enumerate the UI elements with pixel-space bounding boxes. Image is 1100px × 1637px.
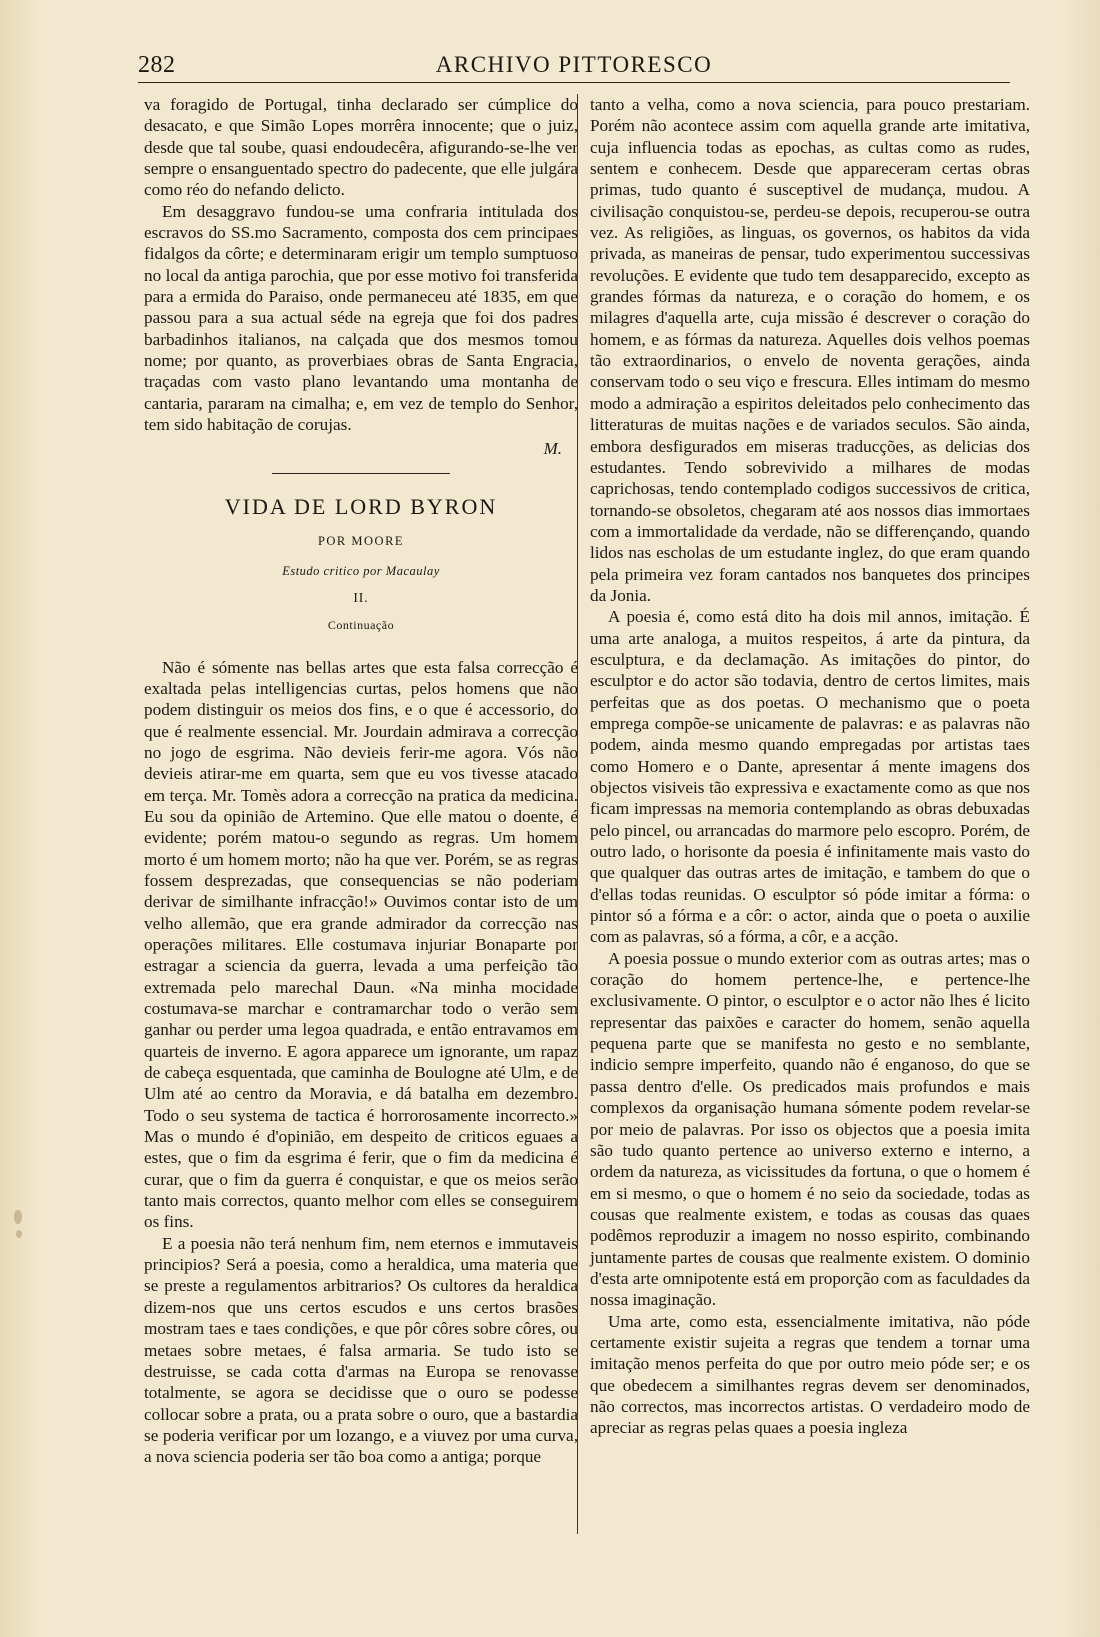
right-column xyxy=(590,94,1030,1439)
article-paragraph: Uma arte, como esta, essencialmente imitativa, não póde certamente existir sujeita a regras que tendem a tornar uma imitação menos perfeita do que por outro meio póde ser; e os que obedecem a similhantes regras devem ser denominados, não correctos, mas incorrectos artistas. O verdadeiro modo de apreciar as regras pelas quaes a poesia ingleza xyxy=(590,1311,1030,1438)
column-rule xyxy=(577,94,578,1534)
article-paragraph: A poesia é, como está dito ha dois mil annos, imitação. É uma arte analoga, a muitos respeitos, á arte da pintura, da esculptura, e da declamação. As imitações do pintor, do esculptor e do actor são todavia, dentro de certos limites, mais perfeitas que as dos poetas. O mechanismo que o poeta emprega compõe-se unicamente de palavras: e as palavras não podem, ainda mesmo quando empregadas por artistas taes como Homero e o Dante, apresentar á mente imagens dos objectos visiveis tão expressiva e exactamente como as que nos ficam impressas na memoria contemplando as obras debuxadas pelo pincel, ou arrancadas do marmore pelo escopro. Porém, de outro lado, o horisonte da poesia é infinitamente mais vasto do que qualquer das outras artes de imitação, e tambem do que o d'ellas todas reunidas. O esculptor só póde imitar a fórma: o pintor só a fórma e a côr: o actor, ainda que o poeta o auxilie com as palavras, só a fórma, a côr, e a acção. xyxy=(590,607,1030,947)
continuation-label: Continuação xyxy=(327,617,395,632)
article-body xyxy=(144,657,578,1468)
page-number: 282 xyxy=(138,52,176,78)
article-paragraph: tanto a velha, como a nova sciencia, para pouco prestariam. Porém não acontece assim com aquella grande arte imitativa, cuja influencia todas as epochas, as cultas como as rudes, sentem e conhecem. Desde que appareceram certas obras primas, tudo quanto é susceptivel de mudança, mudou. A civilisação conquistou-se, perdeu-se depois, recuperou-se outra vez. As religiões, as linguas, os governos, os habitos da vida privada, as maneiras de pensar, tudo experimentou successivas revoluções. E evidente que tudo tem desapparecido, excepto as grandes fórmas da natureza, e o coração do homem, e os milagres d'aquella arte, cuja missão é descrever o coração do homem, e as fórmas da natureza. Aquelles dois velhos poemas tão extraordinarios, o envelo de noventa gerações, ainda conservam todo o seu viço e frescura. Elles intimam do mesmo modo a admiração a espiritos deleitados pelo conhecimento das litteraturas de muitas nações e de variados seculos. São ainda, embora desfigurados em miseras traducções, as delicias dos estudantes. Tendo sobrevivido a milhares de modas caprichosas, tendo contemplado codigos successivos de critica, tornando-se obsoletos, chegaram até aos nossos dias immortaes com a immortalidade da verdade, não se differençando, quando lidos nas escholas de um estudante inglez, do que eram quando pela primeira vez foram cantados nos banquetes dos principes da Jonia. xyxy=(590,95,1030,605)
running-title: ARCHIVO PITTORESCO xyxy=(435,52,713,77)
page-header xyxy=(138,52,1010,83)
section-number: II. xyxy=(353,589,369,605)
paper-stain xyxy=(14,1210,22,1224)
paper-stain xyxy=(16,1230,22,1238)
article-paragraph: E a poesia não terá nenhum fim, nem eternos e immutaveis principios? Será a poesia, como a heraldica, uma materia que se preste a regulamentos arbitrarios? Os cultores da heraldica dizem-nos que uns certos escudos e uns certos brasões mostram taes e taes condições, e que pôr côres sobre côres, ou metaes sobre metaes, é falsa armaria. Se tudo isto se destruisse, se cada cotta d'armas na Europa se renovasse totalmente, se agora se decidisse que o ouro se podesse collocar sobre a prata, ou a prata sobre o ouro, que a bastardia se poderia verificar por um lozango, e a viuvez por uma curva, a nova sciencia poderia ser tão boa como a antiga; porque xyxy=(144,1233,578,1467)
section-divider xyxy=(272,473,450,474)
left-column xyxy=(144,94,578,1468)
author-signature: M. xyxy=(543,438,562,458)
article-paragraph: Não é sómente nas bellas artes que esta falsa correcção é exaltada pelas intelligencias curtas, pelos homens que não podem distinguir os meios dos fins, e o que é accessorio, do que é realmente essencial. Mr. Jourdain admirava a correcção no jogo de esgrima. Não devieis ferir-me agora. Vós não devieis atirar-me em quarta, sem que eu vos tivesse atacado em terça. Mr. Tomès adora a correcção na pratica da medicina. Eu sou da opinião de Artemino. Que elle matou o doente, é evidente; porém matou-o segundo as regras. Um homem morto é um homem morto; não ha que ver. Porém, se as regras fossem desprezadas, que consequencias se não poderiam derivar de similhante infracção!» Ouvimos contar isto de um velho allemão, que era grande admirador da correcção nas operações militares. Elle costumava injuriar Bonaparte por estragar a sciencia da guerra, levada a uma perfeição tão extremada pelo marechal Daun. «Na minha mocidade costumava-se marchar e contramarchar todo o verão sem ganhar ou perder uma legoa quadrada, e então entravamos em quarteis de inverno. E agora apparece um ignorante, um rapaz de cabeça esquentada, que caminha de Boulogne até Ulm, e de Ulm até ao centro da Moravia, e dá batalha em dezembro. Todo o seu systema de tactica é horrorosamente incorrecto.» Mas o mundo é d'opinião, em despeito de criticos eguaes a estes, que o fim da esgrima é ferir, que o fim da medicina é curar, que o fim da guerra é conquistar, e que os meios serão tanto mais correctos, quanto melhor com elles se conseguirem os fins. xyxy=(144,657,578,1232)
body-paragraph: va foragido de Portugal, tinha declarado ser cúmplice do desacato, e que Simão Lopes morrêra innocente; que o juiz, desde que tal soube, quasi endoudecêra, afigurando-se-lhe ver sempre o ensanguentado spectro do padecente, que elle julgára como réo do nefando delicto. xyxy=(144,95,578,200)
article-byline: POR MOORE xyxy=(317,533,405,548)
article-title: VIDA DE LORD BYRON xyxy=(224,493,498,519)
body-paragraph: Em desaggravo fundou-se uma confraria intitulada dos escravos do SS.mo Sacramento, composta dos cem principaes fidalgos da côrte; e determinaram erigir um templo sumptuoso no local da antiga parochia, que por esse motivo foi transferida para a ermida do Paraiso, onde permaneceu até 1835, em que passou para a sua actual séde na egreja que foi dos padres barbadinhos italianos, na calçada que dos mesmos tomou nome; por quanto, as proverbiaes obras de Santa Engracia, traçadas com vasto plano levantando uma montanha de cantaria, pararam na cimalha; e, em vez de templo do Senhor, tem sido habitação de corujas. xyxy=(144,201,578,435)
article-paragraph: A poesia possue o mundo exterior com as outras artes; mas o coração do homem pertence-lhe, e pertence-lhe exclusivamente. O pintor, o esculptor e o actor não lhes é licito representar das paixões e caracter do homem, senão aquella pequena parte que se manifesta no gesto e no semblante, indicio sempre imperfeito, quando não é enganoso, do que se passa dentro d'elle. Os predicados mais profundos e mais complexos da organisação humana sómente podem revelar-se por meio de palavras. Por isso os objectos que a poesia imita são tudo quanto pertence ao universo externo e interno, a ordem da natureza, as vicissitudes da fortuna, o que o homem é em si mesmo, o que o homem é no seio da sociedade, todas as cousas que realmente existem, e todas as cousas das quaes podêmos reproduzir a imagem no nosso espirito, combinando juntamente partes de cousas que realmente existem. O dominio d'esta arte omnipotente está em proporção com as faculdades da nossa imaginação. xyxy=(590,948,1030,1310)
article-subtitle: Estudo critico por Macaulay xyxy=(282,563,440,578)
